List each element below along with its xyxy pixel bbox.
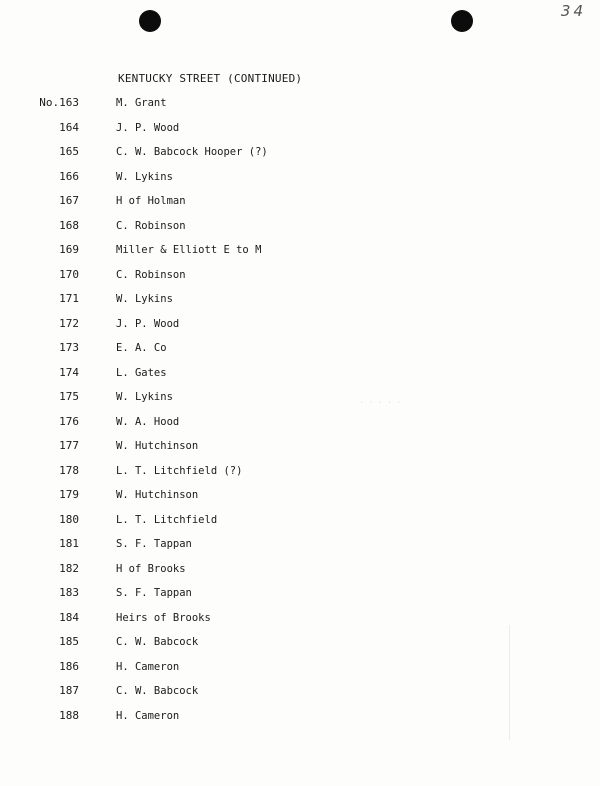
lot-number: 187 [59, 684, 79, 697]
property-list [0, 94, 600, 731]
lot-number: 185 [59, 635, 79, 648]
paper-mark: · · · · · [360, 399, 402, 406]
owner-name: H. Cameron [116, 709, 180, 722]
list-item [0, 217, 600, 242]
list-item [0, 584, 600, 609]
list-item [0, 682, 600, 707]
owner-name: W. Hutchinson [116, 440, 199, 452]
owner-name: S. F. Tappan [116, 538, 192, 550]
lot-number: 171 [59, 292, 79, 305]
list-item [0, 388, 600, 413]
list-item [0, 119, 600, 144]
list-item [0, 413, 600, 438]
owner-name: J. P. Wood [116, 317, 180, 330]
owner-name: Miller & Elliott E to M [116, 244, 262, 256]
owner-name: W. Hutchinson [116, 489, 199, 501]
list-item [0, 266, 600, 291]
lot-number: 165 [59, 145, 79, 158]
list-item [0, 315, 600, 340]
owner-name: H. Cameron [116, 660, 180, 673]
list-item [0, 94, 600, 119]
owner-name: C. W. Babcock [116, 636, 199, 648]
paper-crease [509, 625, 510, 740]
lot-number: 175 [59, 390, 79, 403]
list-item [0, 609, 600, 634]
lot-number: 167 [59, 194, 79, 207]
lot-number: 170 [59, 267, 79, 281]
lot-number: 164 [59, 120, 79, 134]
owner-name: W. Lykins [116, 293, 173, 305]
owner-name: L. T. Litchfield (?) [116, 464, 243, 477]
list-item [0, 535, 600, 560]
owner-name: M. Grant [116, 97, 167, 109]
lot-number: 179 [59, 488, 79, 501]
list-item [0, 560, 600, 585]
binder-hole-right [451, 10, 473, 32]
owner-name: S. F. Tappan [116, 587, 192, 599]
lot-number: 166 [59, 169, 79, 183]
list-item [0, 290, 600, 315]
list-item [0, 707, 600, 732]
lot-number: 178 [59, 463, 79, 477]
lot-number: 181 [59, 537, 79, 550]
binder-hole-left [139, 10, 161, 32]
page-number: 34 [560, 2, 586, 20]
owner-name: C. Robinson [116, 268, 186, 281]
lot-number: 183 [59, 586, 79, 599]
lot-number: 180 [59, 512, 79, 526]
owner-name: C. W. Babcock Hooper (?) [116, 146, 268, 158]
list-item [0, 143, 600, 168]
list-item [0, 486, 600, 511]
lot-number: 188 [59, 708, 79, 722]
owner-name: L. T. Litchfield [116, 513, 218, 526]
list-item [0, 633, 600, 658]
list-item [0, 462, 600, 487]
owner-name: E. A. Co [116, 342, 167, 354]
owner-name: W. Lykins [116, 170, 173, 183]
lot-number: 172 [59, 316, 79, 330]
lot-number: No.163 [39, 96, 79, 109]
list-item [0, 511, 600, 536]
list-item [0, 192, 600, 217]
list-item [0, 241, 600, 266]
list-item [0, 339, 600, 364]
list-item [0, 168, 600, 193]
lot-number: 174 [59, 365, 79, 379]
lot-number: 173 [59, 341, 79, 354]
lot-number: 168 [59, 218, 79, 232]
owner-name: Heirs of Brooks [116, 611, 211, 624]
list-item [0, 364, 600, 389]
owner-name: W. Lykins [116, 391, 173, 403]
owner-name: J. P. Wood [116, 121, 180, 134]
lot-number: 177 [59, 439, 79, 452]
owner-name: H of Brooks [116, 562, 186, 575]
lot-number: 176 [59, 414, 79, 428]
lot-number: 169 [59, 243, 79, 256]
owner-name: L. Gates [116, 366, 167, 379]
lot-number: 184 [59, 610, 79, 624]
owner-name: C. Robinson [116, 219, 186, 232]
page-heading: KENTUCKY STREET (CONTINUED) [118, 72, 303, 85]
list-item [0, 437, 600, 462]
lot-number: 182 [59, 561, 79, 575]
lot-number: 186 [59, 659, 79, 673]
owner-name: H of Holman [116, 195, 186, 207]
list-item [0, 658, 600, 683]
owner-name: W. A. Hood [116, 415, 180, 428]
owner-name: C. W. Babcock [116, 685, 199, 697]
